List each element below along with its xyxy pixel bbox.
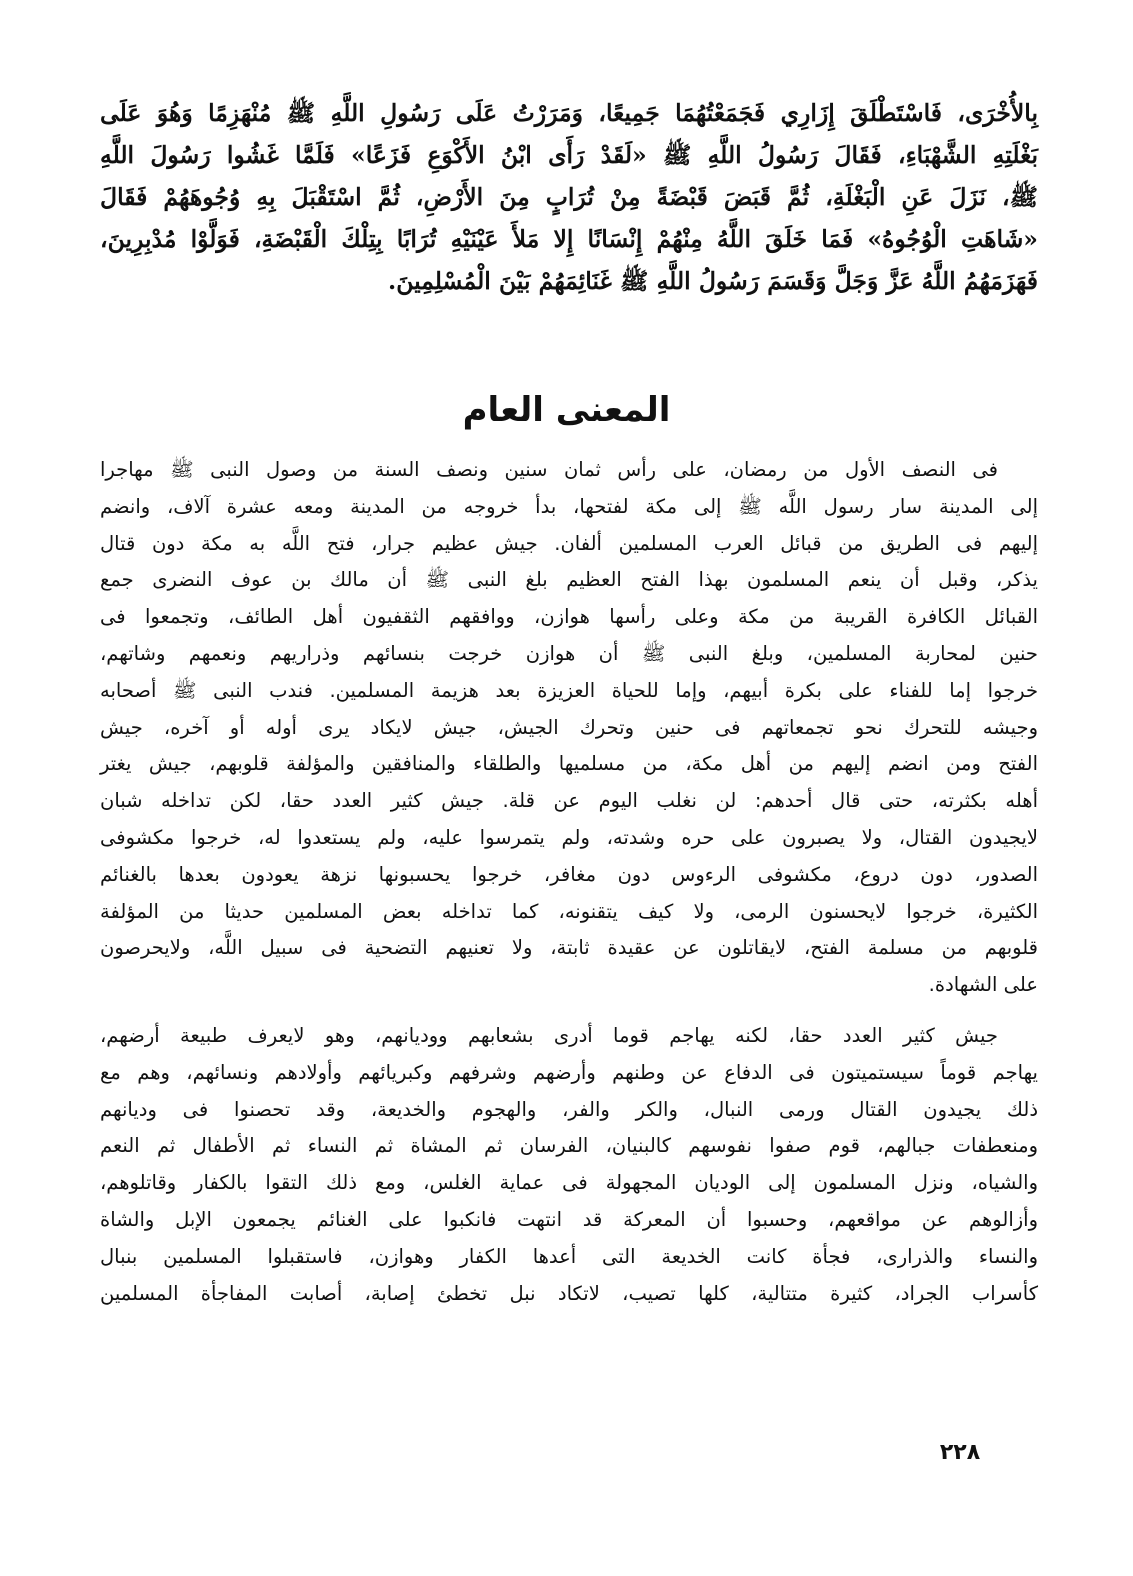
text-line: والنساء والذرارى، فجأة كانت الخديعة التى أعدها الكفار وهوازن، فاستقبلوا المسلمين بنبال bbox=[100, 1244, 1038, 1268]
paragraph-1 bbox=[100, 452, 1038, 1004]
text-line: والشياه، ونزل المسلمون إلى الوديان المجهولة فى عماية الغلس، ومع ذلك التقوا بالكفار وقاتلوهم، bbox=[100, 1171, 1038, 1195]
hadith-line: بَغْلَتِهِ الشَّهْبَاءِ، فَقَالَ رَسُولُ اللَّهِ ﷺ «لَقَدْ رَأَى ابْنُ الأَكْوَعِ فَزَعًا» فَلَمَّا غَشُوا رَسُولَ اللَّهِ bbox=[100, 141, 1038, 169]
text-line: لايجيدون القتال، ولا يصبرون على حره وشدته، ولم يتمرسوا عليه، ولم يستعدوا له، خرجوا مكشوفى bbox=[100, 825, 1038, 849]
text-line: الصدور، دون دروع، مكشوفى الرءوس دون مغافر، خرجوا يحسبونها نزهة يعودون بعدها بالغنائم bbox=[100, 862, 1038, 886]
text-line: كأسراب الجراد، كثيرة متتالية، كلها تصيب، لاتكاد نبل تخطئ إصابة، أصابت المفاجأة المسلمين bbox=[100, 1281, 1038, 1305]
text-line: الفتح ومن انضم إليهم من أهل مكة، من مسلميها والطلقاء والمنافقين والمؤلفة قلوبهم، جيش يغتر bbox=[100, 752, 1038, 776]
text-line: وأزالوهم عن مواقعهم، وحسبوا أن المعركة قد انتهت فانكبوا على الغنائم يجمعون الإبل والشاة bbox=[100, 1207, 1038, 1231]
text-line: إليهم فى الطريق من قبائل العرب المسلمين ألفان. جيش عظيم جرار، فتح اللَّه به مكة دون قتال bbox=[100, 531, 1038, 555]
hadith-line: بِالأُخْرَى، فَاسْتَطْلَقَ إِزَارِي فَجَمَعْتُهُمَا جَمِيعًا، وَمَرَرْتُ عَلَى رَسُولِ اللَّهِ ﷺ مُنْهَزِمًا وَهُوَ عَلَى bbox=[100, 99, 1038, 127]
text-line: يهاجم قوماً سيستميتون فى الدفاع عن وطنهم وأرضهم وشرفهم وكبريائهم وأولادهم ونسائهم، وهم مع bbox=[100, 1060, 1038, 1084]
text-line: ومنعطفات جبالهم، قوم صفوا نفوسهم كالبنيان، الفرسان ثم المشاة ثم النساء ثم الأطفال ثم النعم bbox=[100, 1134, 1038, 1158]
hadith-line: ﷺ، نَزَلَ عَنِ الْبَغْلَةِ، ثُمَّ قَبَضَ قَبْضَةً مِنْ تُرَابٍ مِنَ الأَرْضِ، ثُمَّ اسْتَقْبَلَ بِهِ وُجُوهَهُمْ فَقَالَ bbox=[100, 183, 1038, 211]
paragraph-2 bbox=[100, 1018, 1038, 1312]
text-line: القبائل الكافرة القريبة من مكة وعلى رأسها هوازن، ووافقهم الثقفيون أهل الطائف، وتجمعوا فى bbox=[100, 605, 1038, 629]
text-line: أهله بكثرته، حتى قال أحدهم: لن نغلب اليوم عن قلة. جيش كثير العدد حقا، لكن تداخله شبان bbox=[100, 789, 1038, 813]
text-line: خرجوا إما للفناء على بكرة أبيهم، وإما للحياة العزيزة بعد هزيمة المسلمين. فندب النبى ﷺ أصحابه bbox=[100, 678, 1038, 702]
body-text bbox=[100, 452, 1038, 1312]
hadith-line: «شَاهَتِ الْوُجُوهُ» فَمَا خَلَقَ اللَّهُ مِنْهُمْ إِنْسَانًا إِلا مَلأَ عَيْنَيْهِ تُرَابًا بِتِلْكَ الْقَبْضَةِ، فَوَلَّوْا مُدْبِرِينَ، bbox=[100, 225, 1038, 253]
section-title: المعنى العام bbox=[462, 390, 671, 431]
text-line: يذكر، وقبل أن ينعم المسلمون بهذا الفتح العظيم بلغ النبى ﷺ أن مالك بن عوف النضرى جمع bbox=[100, 568, 1038, 592]
hadith-text-block bbox=[100, 92, 1038, 302]
text-line: الكثيرة، خرجوا لايحسنون الرمى، ولا كيف يتقنونه، كما تداخله بعض المسلمين حديثا من المؤلفة bbox=[100, 899, 1038, 923]
text-line: إلى المدينة سار رسول اللَّه ﷺ إلى مكة لفتحها، بدأ خروجه من المدينة ومعه عشرة آلاف، وانضم bbox=[100, 494, 1038, 518]
text-line: حنين لمحاربة المسلمين، وبلغ النبى ﷺ أن هوازن خرجت بنسائهم وذراريهم ونعمهم وشاتهم، bbox=[100, 641, 1038, 665]
text-line: جيش كثير العدد حقا، لكنه يهاجم قوما أدرى بشعابهم ووديانهم، وهو لايعرف طبيعة أرضهم، bbox=[100, 1023, 998, 1047]
hadith-line: فَهَزَمَهُمُ اللَّهُ عَزَّ وَجَلَّ وَقَسَمَ رَسُولُ اللَّهِ ﷺ غَنَائِمَهُمْ بَيْنَ الْمُسْلِمِينَ. bbox=[388, 267, 1038, 295]
text-line: فى النصف الأول من رمضان، على رأس ثمان سنين ونصف السنة من وصول النبى ﷺ مهاجرا bbox=[100, 458, 998, 481]
text-line: ذلك يجيدون القتال ورمى النبال، والكر والفر، والهجوم والخديعة، وقد تحصنوا فى وديانهم bbox=[100, 1097, 1038, 1121]
text-line: على الشهادة. bbox=[928, 973, 1038, 997]
page-number: ٢٢٨ bbox=[939, 1440, 981, 1465]
text-line: قلوبهم من مسلمة الفتح، لايقاتلون عن عقيدة ثابتة، ولا تعنيهم التضحية فى سبيل اللَّه، ولايحرصون bbox=[100, 936, 1038, 960]
text-line: وجيشه للتحرك نحو تجمعاتهم فى حنين وتحرك الجيش، جيش لايكاد يرى أوله أو آخره، جيش bbox=[100, 715, 1038, 739]
